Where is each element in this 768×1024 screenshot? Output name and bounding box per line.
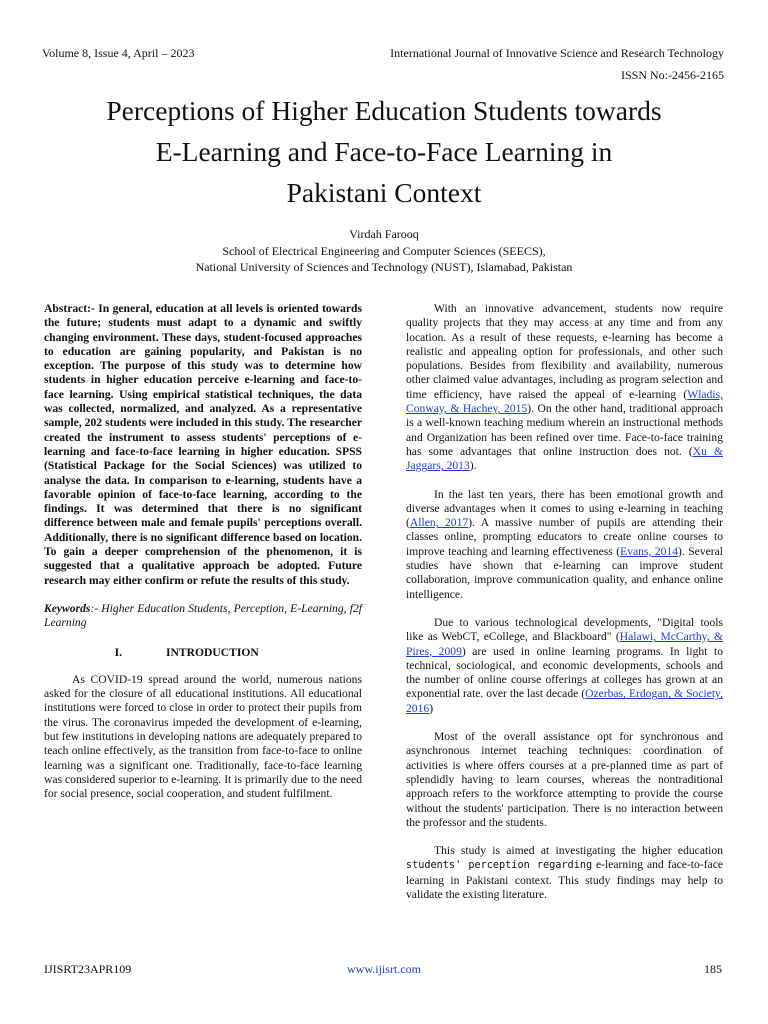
journal-name: International Journal of Innovative Science and Research Technology [390,46,724,60]
right-paragraph-1 [406,302,723,474]
paper-id: IJISRT23APR109 [44,962,132,976]
section-title: INTRODUCTION [166,645,259,659]
affiliation-line-1: School of Electrical Engineering and Computer Sciences (SEECS), [222,243,546,258]
citation-link[interactable]: Allen, 2017 [409,516,469,530]
citation-link[interactable]: Evans, 2014 [620,544,678,558]
section-number: I. [114,645,122,659]
abstract: Abstract:- In general, education at all levels is oriented towards the future; students must adapt to a dynamic and swiftly changing environment. These days, student-focused approaches to education are gaining popularity, and Pakistan is no exception. The purpose of this study was to determine how students in higher education perceive e-learning and face-to-face learning. Using empirical statistical techniques, the data was collected, normalized, and analyzed. As a representative sample, 202 students were included in this study. The researcher created the instrument to assess students' perceptions of e-learning and face-to-face learning in higher education. SPSS (Statistical Package for the Social Sciences) was utilized to analyse the data. In comparison to e-learning, students have a favorable opinion of face-to-face learning, according to the findings. It was determined that there is no significant difference between male and female pupils' perceptions overall. Additionally, there is no significant difference based on location. To gain a deeper comprehension of the phenomenon, it is suggested that a qualitative approach be adopted. Future research may either confirm or refute the results of this study. [44,302,362,587]
citation-link[interactable]: Xu & Jaggars, 2013 [406,444,723,473]
citation-link[interactable]: Halawi, McCarthy, & Pires, 2009 [406,630,723,658]
text-run: ) are used in online learning programs. In light to technical, sociological, and economic developments, schools and the number of online course offerings at colleges has grown at an exponential rate. over the last decade ( [406,644,723,701]
left-column [44,302,362,802]
keywords-text: :- Higher Education Students, Perception, E-Learning, f2f Learning [44,601,362,630]
author-name: Virdah Farooq [349,227,419,241]
keywords-label: Keywords [44,601,91,615]
citation-link[interactable]: Wladis, Conway, & Hachey, 2015 [406,387,723,416]
citation-link[interactable]: Ozerbas, Erdogan, & Society, 2016 [406,687,723,715]
text-run: ). [469,459,477,473]
title-line-1: Perceptions of Higher Education Students towards [106,95,662,126]
volume-issue: Volume 8, Issue 4, April – 2023 [42,46,195,60]
author-block [40,226,728,276]
text-run: In the last ten years, there has been emotional growth and diverse advantages when it comes to using e-learning in teaching ( [406,487,723,530]
issn: ISSN No:-2456-2165 [620,68,724,82]
section-heading-introduction [44,646,362,660]
right-paragraph-4: Most of the overall assistance opt for synchronous and asynchronous internet teaching techniques: coordination of activities is where offers courses at a pre-planned time as part of splendidly having to learn courses, whereas the nontraditional approach refers to the workforce attempting to provide the course without the students' participation. There is no interaction between the professor and the students. [406,730,723,829]
affiliation-line-2: National University of Sciences and Technology (NUST), Islamabad, Pakistan [195,260,573,274]
keywords [44,602,362,631]
text-run: ). Several studies have shown that e-learning can improve student collaboration, improve communication quality, and enhance online intelligence. [406,544,723,601]
page-number: 185 [704,962,722,976]
text-run: e-learning and face-to-face learning in Pakistani context. This study findings may help to validate the existing literature. [406,858,723,901]
title-line-2: E-Learning and Face-to-Face Learning in [155,136,613,167]
paper-title [40,90,728,213]
right-paragraph-2 [406,488,723,602]
text-run: ) [429,701,434,715]
text-run: With an innovative advancement, students now require quality projects that they may access at any time and from any location. As a result of these requests, e-learning has become a realistic and appealing option for professionals, and other such populations. Besides from flexibility and availability, numerous other claimed value advantages, including as program selection and time efficiency, have raised the appeal of e-learning ( [406,302,723,401]
text-run: ). A massive number of pupils are attending their classes online, prompting educators to create online courses to improve teaching and learning effectiveness ( [406,516,723,558]
text-run: ). On the other hand, traditional approach is a well-known teaching medium wherein an instructional methods and Organization has been refined over time. Face-to-face training has some advantages that online instruction does not. ( [406,402,723,458]
footer-website [0,962,768,977]
text-run: Due to various technological developments, "Digital tools like as WebCT, eCollege, and Blackboard" ( [406,615,723,644]
intro-paragraph-1: As COVID-19 spread around the world, numerous nations asked for the closure of all educational institutions. All educational institutions were forced to close in order to protect their pupils from the virus. The coronavirus impeded the development of e-learning, but few institutions in developing nations are adequately prepared to teach online effectively, as the transition from face-to-face to online learning was a significant one. Traditionally, face-to-face learning was considered superior to e-learning. It is primarily due to the need for social presence, social cooperation, and student fulfilment. [44,672,362,801]
website-link[interactable]: www.ijisrt.com [347,962,421,976]
text-run-monospace: students' perception regarding [406,860,593,872]
title-line-3: Pakistani Context [286,177,482,208]
right-paragraph-5 [406,844,723,902]
right-column [406,302,723,902]
right-paragraph-3 [406,616,723,716]
text-run: This study is aimed at investigating the higher education [434,844,723,858]
